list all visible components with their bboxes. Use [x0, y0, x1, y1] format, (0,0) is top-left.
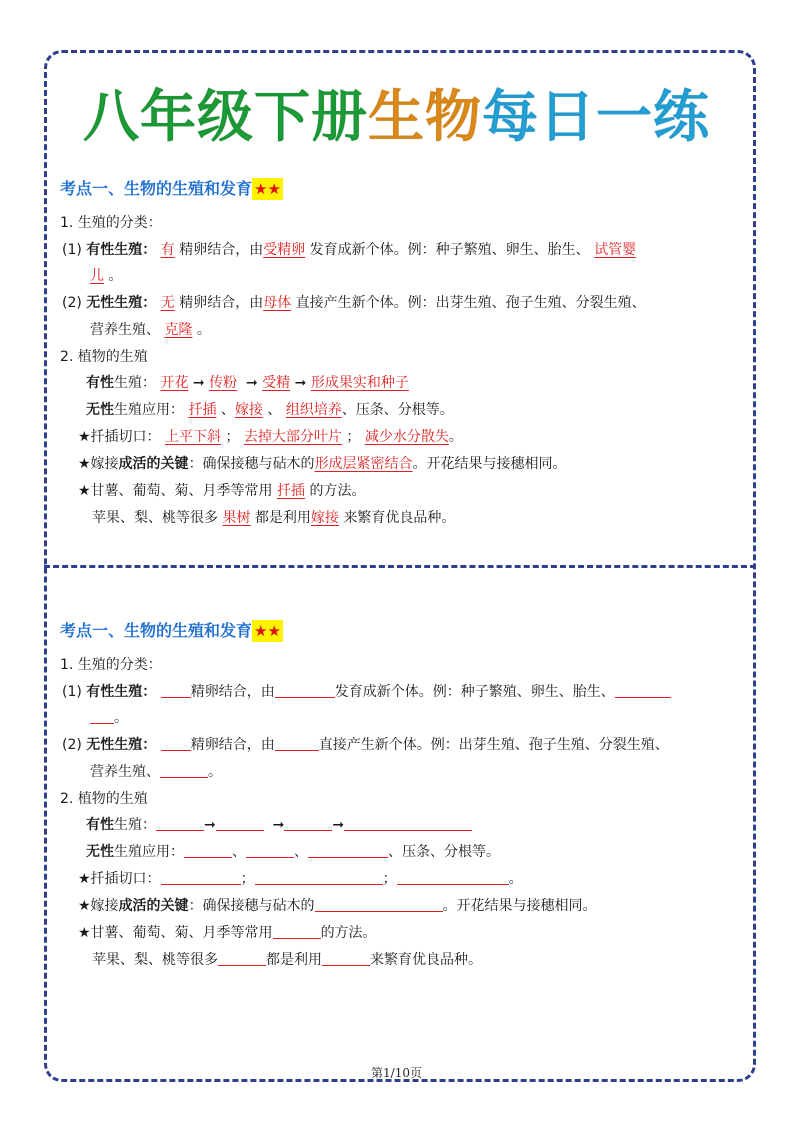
label: 生殖应用： [114, 844, 184, 860]
text: 精卵结合，由 [190, 737, 275, 753]
page-title [0, 78, 793, 158]
section-heading [60, 618, 283, 641]
arrow-icon: ➞ [192, 375, 205, 391]
cutting-line [78, 427, 463, 447]
text: 营养生殖、 [90, 322, 160, 338]
title-part-grade: 八年级下册 [83, 85, 368, 150]
answer: 形成层紧密结合 [314, 456, 413, 472]
answer: 试管婴 [594, 242, 637, 258]
asexual-repro-cont [90, 320, 211, 340]
item-1: 1. 生殖的分类： [60, 215, 162, 231]
text: 发育成新个体。例：种子繁殖、卵生、胎生、 [334, 684, 615, 700]
text: 、 [267, 402, 282, 418]
arrow-icon: ➞ [272, 817, 285, 833]
label: ★嫁接 [78, 898, 119, 914]
answer: 果树 [222, 510, 251, 526]
text: 、 [220, 402, 235, 418]
label: ★扦插切口： [78, 871, 161, 887]
sexual-repro-cont [90, 708, 128, 728]
heading-text: 考点一、生物的生殖和发育 [60, 621, 253, 640]
blank-field[interactable] [315, 897, 443, 912]
text: ； [346, 429, 361, 445]
label-sexual: 有性生殖： [86, 684, 157, 700]
blank-field[interactable] [156, 816, 204, 831]
text: ； [240, 871, 255, 887]
asexual-plant-line [86, 400, 454, 420]
answer: 传粉 [209, 375, 238, 391]
star-icon: ★★ [254, 180, 281, 198]
text: ； [225, 429, 240, 445]
item-1: 1. 生殖的分类： [60, 657, 162, 673]
text: 精卵结合，由 [190, 684, 275, 700]
label: 成活的关键 [118, 456, 189, 472]
blank-field[interactable] [344, 816, 472, 831]
text: 都是利用 [254, 510, 311, 526]
sexual-plant-line [86, 815, 472, 835]
apple-line [92, 950, 482, 970]
label-asexual: 无性生殖： [86, 295, 157, 311]
text: 直接产生新个体。例：出芽生殖、孢子生殖、分裂生殖、 [295, 295, 646, 311]
blank-field[interactable] [216, 816, 264, 831]
sexual-plant-line [86, 373, 409, 393]
text: 。 [448, 429, 463, 445]
text: 的方法。 [320, 925, 377, 941]
label: 有性 [86, 375, 114, 391]
item-number: (2) [62, 737, 82, 753]
item-2: 2. 植物的生殖 [60, 349, 148, 365]
blank-field[interactable] [218, 951, 266, 966]
text: 、 [294, 844, 308, 860]
sweet-potato-line [78, 481, 365, 501]
text: 都是利用 [266, 952, 322, 968]
section-heading [60, 176, 283, 199]
answer: 无 [160, 295, 175, 311]
text: 、压条、分根等。 [341, 402, 454, 418]
answer: 儿 [90, 268, 104, 284]
text: ； [382, 871, 397, 887]
blank-field[interactable] [90, 709, 114, 724]
answer: 扦插 [188, 402, 217, 418]
asexual-plant-line [86, 842, 500, 862]
page-number: 第1/10页 [371, 1066, 422, 1080]
title-part-daily: 每日一练 [482, 85, 710, 150]
arrow-icon: ➞ [246, 375, 258, 391]
item-2: 2. 植物的生殖 [60, 791, 148, 807]
arrow-icon: ➞ [204, 817, 216, 833]
blank-field[interactable] [322, 951, 370, 966]
text: 的方法。 [309, 483, 366, 499]
text: ★甘薯、葡萄、菊、月季等常用 [78, 483, 273, 499]
asexual-repro-line [62, 735, 669, 755]
text: ：确保接穗与砧木的 [188, 456, 315, 472]
text: 直接产生新个体。例：出芽生殖、孢子生殖、分裂生殖、 [318, 737, 669, 753]
star-icon: ★★ [254, 622, 281, 640]
blank-field[interactable] [255, 870, 383, 885]
sexual-repro-line [62, 682, 671, 702]
blank-field[interactable] [273, 924, 321, 939]
answer: 上平下斜 [165, 429, 222, 445]
blank-field[interactable] [161, 870, 241, 885]
blank-field[interactable] [275, 736, 319, 751]
label: 无性 [86, 844, 114, 860]
blank-field[interactable] [397, 870, 509, 885]
text: 。 [196, 322, 211, 338]
label: 成活的关键 [118, 898, 189, 914]
label: ★扦插切口： [78, 429, 161, 445]
text: ★甘薯、葡萄、菊、月季等常用 [78, 925, 273, 941]
text: 来繁育优良品种。 [343, 510, 456, 526]
text: 精卵结合，由 [179, 295, 264, 311]
section-divider [44, 565, 756, 568]
answer: 扦插 [277, 483, 306, 499]
text: 来繁育优良品种。 [370, 952, 482, 968]
blank-field[interactable] [161, 683, 191, 698]
sweet-potato-line [78, 923, 377, 943]
answer: 开花 [160, 375, 189, 391]
arrow-icon: ➞ [332, 817, 345, 833]
sexual-repro-line [62, 240, 636, 260]
label: 生殖： [114, 817, 156, 833]
blank-field[interactable] [161, 736, 191, 751]
item-number: (1) [62, 242, 82, 258]
text: 。开花结果与接穗相同。 [442, 898, 597, 914]
text: 。开花结果与接穗相同。 [412, 456, 567, 472]
blank-field[interactable] [284, 816, 332, 831]
answer: 减少水分散失 [364, 429, 449, 445]
text: 营养生殖、 [90, 764, 160, 780]
answer: 母体 [263, 295, 292, 311]
text: 、 [232, 844, 246, 860]
title-part-subject: 生物 [368, 85, 482, 150]
cutting-line [78, 869, 523, 889]
label: ★嫁接 [78, 456, 119, 472]
text: 苹果、梨、桃等很多 [92, 510, 218, 526]
text: 。 [108, 268, 123, 284]
answer: 受精卵 [263, 242, 306, 258]
apple-line [92, 508, 455, 528]
blank-field[interactable] [160, 763, 208, 778]
answer: 嫁接 [310, 510, 339, 526]
answer: 去掉大部分叶片 [243, 429, 342, 445]
answer: 有 [160, 242, 175, 258]
grafting-line [78, 454, 567, 474]
answer: 组织培养 [285, 402, 342, 418]
blank-field[interactable] [615, 683, 671, 698]
text: 精卵结合，由 [179, 242, 264, 258]
answer: 克隆 [164, 322, 193, 338]
blank-field[interactable] [246, 843, 294, 858]
text: 发育成新个体。例：种子繁殖、卵生、胎生、 [309, 242, 590, 258]
text: 苹果、梨、桃等很多 [92, 952, 218, 968]
item-number: (2) [62, 295, 82, 311]
answer: 形成果实和种子 [310, 375, 409, 391]
heading-text: 考点一、生物的生殖和发育 [60, 179, 253, 198]
arrow-icon: ➞ [294, 375, 307, 391]
asexual-repro-cont [90, 762, 222, 782]
sexual-repro-cont [90, 266, 122, 286]
blank-field[interactable] [184, 843, 232, 858]
label: 无性 [86, 402, 114, 418]
item-number: (1) [62, 684, 82, 700]
label: 生殖应用： [114, 402, 184, 418]
text: ：确保接穗与砧木的 [188, 898, 315, 914]
asexual-repro-line [62, 293, 646, 313]
text: 。 [508, 871, 523, 887]
text: 。 [114, 710, 128, 726]
answer: 受精 [262, 375, 291, 391]
text: 。 [208, 764, 222, 780]
blank-field[interactable] [275, 683, 335, 698]
label-asexual: 无性生殖： [86, 737, 157, 753]
label: 有性 [86, 817, 114, 833]
label-sexual: 有性生殖： [86, 242, 157, 258]
answer: 嫁接 [234, 402, 263, 418]
grafting-line [78, 896, 597, 916]
label: 生殖： [114, 375, 156, 391]
blank-field[interactable] [308, 843, 388, 858]
text: 、压条、分根等。 [388, 844, 500, 860]
